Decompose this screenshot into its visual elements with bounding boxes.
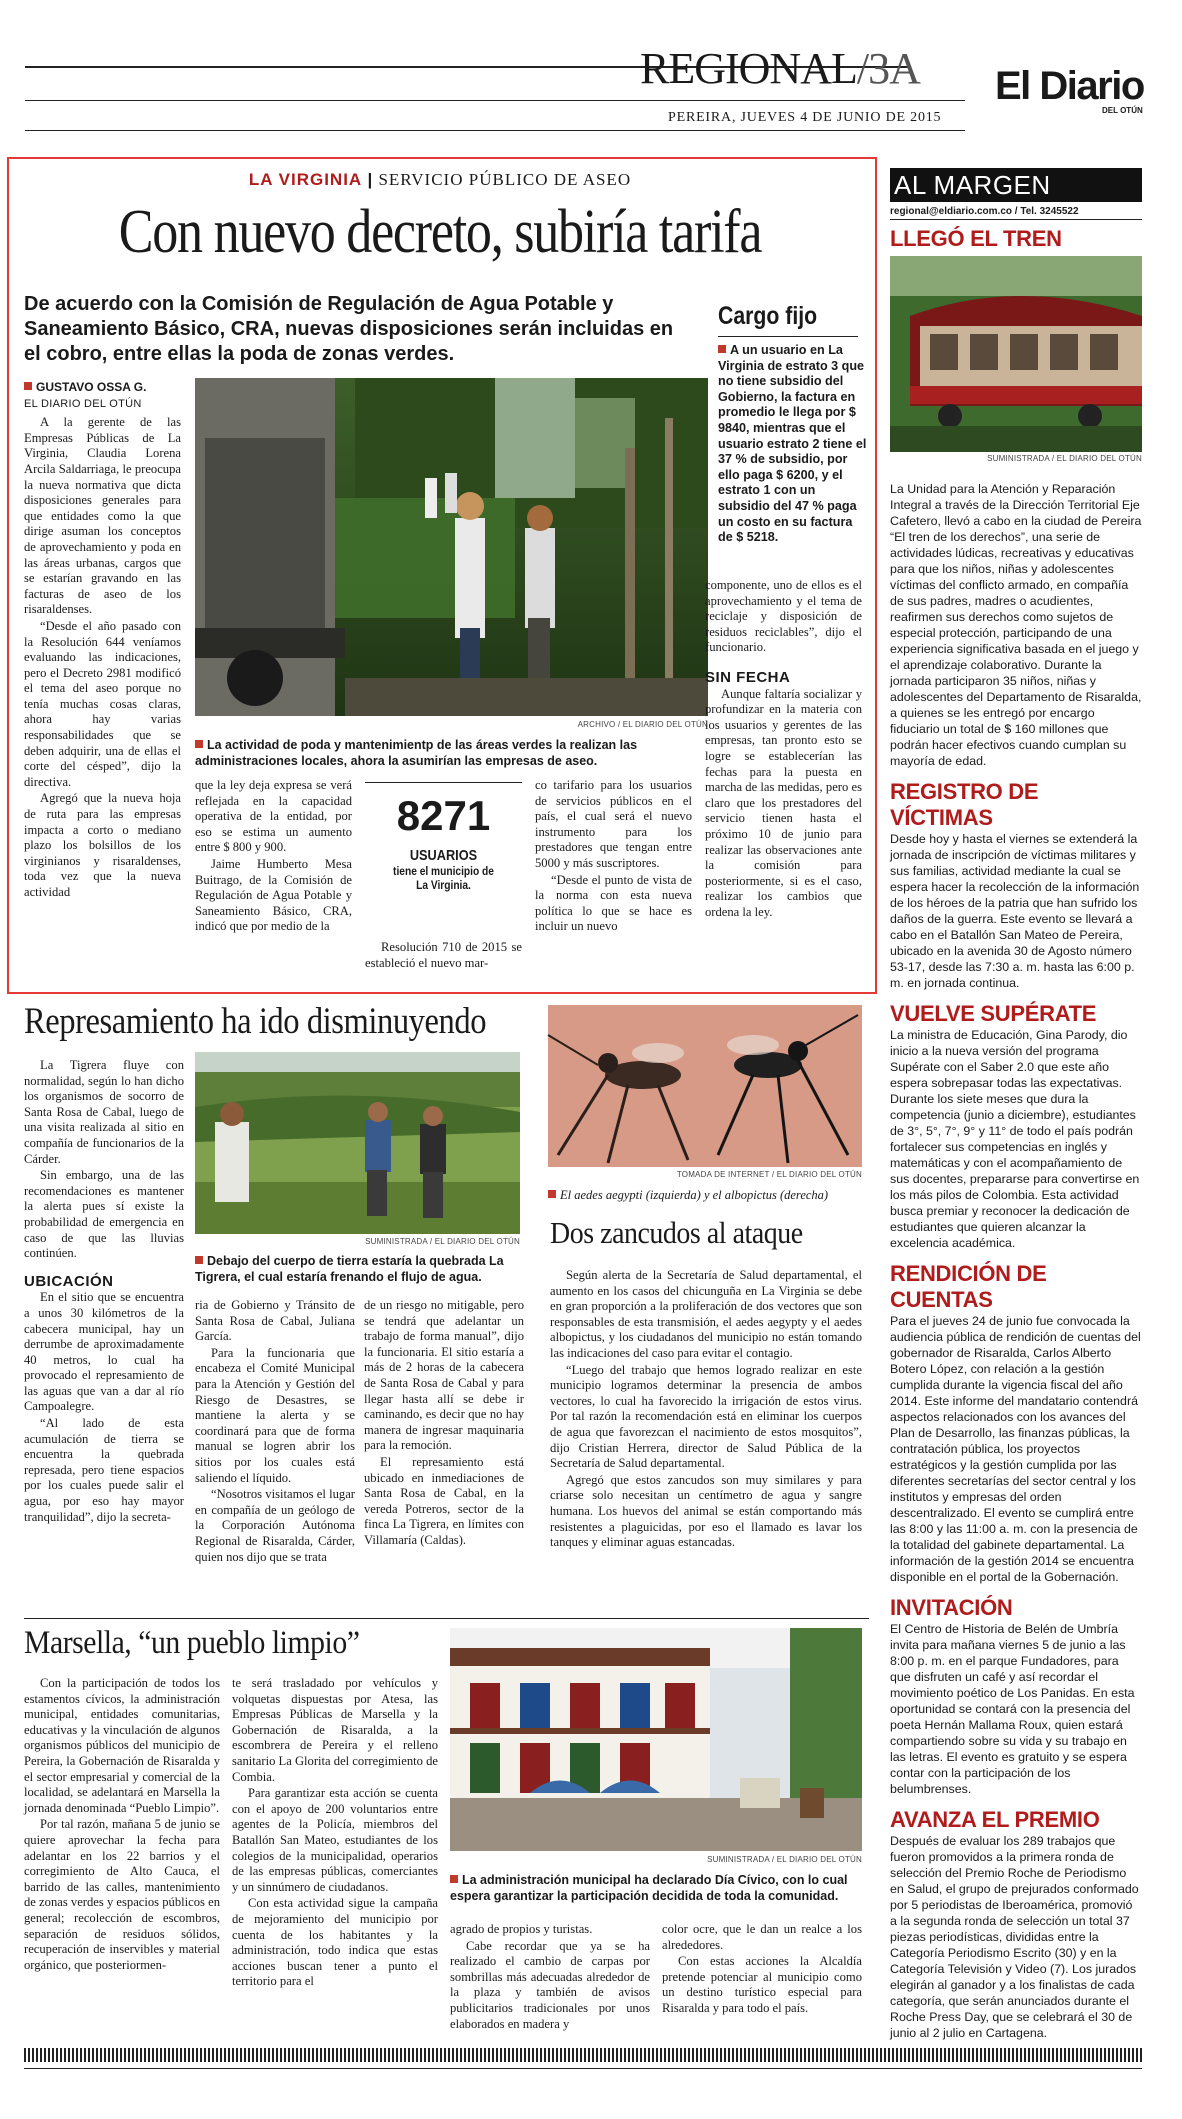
bottom-hatch-bar [24, 2048, 1142, 2062]
sidebar-item-text: Para el jueves 24 de junio fue convocada la audiencia pública de rendición de cuentas del gobernador de Risaralda, Carlos Alberto Botero López, con relación a la gestión cumplida durante la vigencia fiscal del año 2014. Este informe del mandatario contendrá aspectos relacionados con los avances del Plan de Desarrollo, las finanzas públicas, la contratación pública, los proyectos estratégicos y la gestión cumplida por las diferentes secretarías del sector central y los institutos y empresas del orden descentralizado. El evento se cumplirá entre las 8:00 y las 11:00 a. m. con la presencia de la totalidad del gabinete departamental. La información de la gestión 2014 se encuentra disponible en el portal de la Gobernación. [890, 1314, 1141, 1584]
kicker-place: LA VIRGINIA [248, 170, 363, 189]
story2-col-2 [195, 1298, 355, 1618]
story2-headline: Represamiento ha ido disminuyendo [24, 1001, 487, 1042]
lead-paragraph: “Desde el año pasado con la Resolución 644 veníamos evaluando las indicaciones, pero el Decreto 2981 modificó el tema del aseo porque no tenía muchas cosas claras, ahora hay varias responsabilidades que se deben adquirir, una de ellas el corte del césped”, dijo la directiva. [24, 618, 181, 789]
story-paragraph: “Al lado de esta acumulación de tierra se encuentra la quebrada represada, pero tiene espacios por los cuales puede salir el agua, por eso hay mayor tranquilidad”, dijo la secreta- [24, 1416, 184, 1524]
mosquito-photo [548, 1005, 862, 1167]
landslide-photo [195, 1052, 520, 1234]
story-paragraph: te será trasladado por vehículos y volquetas dispuestas por Atesa, las Empresas Públicas de Marsella y la Gobernación de Risaralda, a la escombrera de Pereira y el relleno sanitario La Glorita del corregimiento de Combia. [232, 1676, 438, 1784]
lead-deck: De acuerdo con la Comisión de Regulación de Agua Potable y Saneamiento Básico, CRA, nuevas disposiciones serán incluidas en el cobro, entre ellas la poda de zonas verdes. [24, 293, 674, 365]
story-paragraph: Con estas acciones la Alcaldía pretende potenciar al municipio como un destino turístico especial para Risaralda y para todo el país. [662, 1954, 862, 2015]
lead-photo-caption: La actividad de poda y mantenimientp de las áreas verdes la realizan las administraciones locales, ahora la asumirían las empresas de aseo. [195, 738, 638, 768]
box-title: Cargo fijo [718, 302, 818, 330]
sidebar-item-text: La ministra de Educación, Gina Parody, dio inicio a la nueva versión del programa Supérate con el Saber 2.0 que este año espera sobrepasar todas las expectativas. Durante los siete meses que dura la competencia (junio a diciembre), estudiantes de 3°, 5°, 7°, 9° y 11° de todo el país podrán fortalecer sus competencias en inglés y matemáticas y con el acompañamiento de sus docentes, prepararse para convertirse en los más pilos de Colombia. Esta actividad busca premiar y reconocer la dedicación de estudiantes que quieren alcanzar la excelencia académica. [890, 1028, 1140, 1250]
lead-paragraph: A la gerente de las Empresas Públicas de La Virginia, Claudia Lorena Arcila Saldarriaga, le preocupa la nueva normativa que dicta disposiciones generales para que entidades como la que dirige asuman los conceptos de aprovechamiento y poda en las áreas urbanas, cargos que se estarían gravando en las facturas de aseo de los risaraldenses. [24, 415, 181, 617]
story-paragraph: Con esta actividad sigue la campaña de mejoramiento del municipio por cuenta de los habitantes y la administración, todo indica que estas acciones buscan tener a punto el territorio para el [232, 1896, 438, 1989]
kicker-topic: SERVICIO PÚBLICO DE ASEO [378, 170, 632, 189]
sidebar-contact: regional@eldiario.com.co / Tel. 3245522 [890, 206, 1142, 220]
story-paragraph: agrado de propios y turistas. [450, 1922, 593, 1936]
sidebar-item-text: Desde hoy y hasta el viernes se extenderá la jornada de inscripción de víctimas militares y sus familias, actividad mediante la cual se espera hacer la recolección de la información de los héroes de la patria que han sufrido los daños de la guerra. Este evento se llevará a cabo en el Batallón San Mateo de Pereira, ubicado en la avenida 30 de Agosto número 53-17, desde las 7:30 a. m. hasta las 6:00 p. m. en jornada continua. [890, 832, 1140, 990]
story-paragraph: color ocre, que le dan un realce a los alrededores. [662, 1922, 862, 1952]
lead-col-1 [24, 380, 181, 990]
story-paragraph: Por tal razón, mañana 5 de junio se quiere aprovechar la fecha para adelantar en los 22 barrios y el corregimiento de Alto Cauca, el barrido de las calles, mantenimiento de zonas verdes y espacios públicos en general; recolección de escombros, separación de residuos sólidos, recuperación de inservibles y material orgánico, que posteriormen- [24, 1817, 220, 1972]
train-photo [890, 256, 1142, 452]
sidebar-item-head: RENDICIÓN DE CUENTAS [890, 1261, 1047, 1312]
lead-photo [195, 378, 708, 716]
lead-paragraph: Jaime Humberto Mesa Buitrago, de la Comisión de Regulación de Agua Potable y Saneamiento Básico, CRA, indicó que por medio de la [195, 856, 352, 934]
story-paragraph: Para la funcionaria que encabeza el Comité Municipal para la Atención y Gestión del Riesgo de Desastres, se mantiene la alerta y se coordinará para que de forma manual se logren abrir los sitios por los cuales está saliendo el líquido. [195, 1345, 355, 1485]
lead-col-3: Resolución 710 de 2015 se estableció el nuevo mar- [365, 940, 522, 970]
cargo-fijo-box [718, 300, 868, 568]
dateline: PEREIRA, JUEVES 4 DE JUNIO DE 2015 [668, 110, 942, 125]
story-paragraph: Con la participación de todos los estamentos cívicos, la administración municipal, entidades comunitarias, educativas y la vinculación de algunos organismos públicos del municipio de Pereira, la Gobernación de Risaralda y el sector empresarial y comercial de la localidad, se adelantará en Marsella la jornada denominada “Pueblo Limpio”. [24, 1676, 220, 1815]
section-title [640, 44, 920, 94]
stat-detail: tiene el municipio de La Virginia. [393, 864, 494, 892]
story2-photo [195, 1052, 520, 1234]
bottom-rule [24, 2068, 1142, 2069]
story3-body [550, 1268, 862, 1624]
sidebar-title: AL MARGEN [890, 168, 1142, 202]
story-paragraph: El represamiento está ubicado en inmediaciones de Santa Rosa de Cabal, en la vereda Potreros, sector de la finca La Tigrera, en límites con Villamaría (Caldas). [364, 1454, 524, 1547]
brand-sub: DEL OTÚN [1102, 106, 1143, 115]
lead-outlet: EL DIARIO DEL OTÚN [24, 397, 142, 410]
sidebar-item-head: AVANZA EL PREMIO [890, 1807, 1100, 1832]
story-paragraph: Para garantizar esta acción se cuenta con el apoyo de 200 voluntarios entre agentes de la Policía, miembros del Batallón San Mateo, estudiantes de los colegios de la municipalidad, operarios de las empresas públicas, comerciantes y un sinnúmero de ciudadanos. [232, 1786, 438, 1894]
story2-photo-credit: SUMINISTRADA / EL DIARIO DEL OTÚN [365, 1237, 520, 1246]
section-name: REGIONAL [640, 44, 857, 93]
train-photo-credit: SUMINISTRADA / EL DIARIO DEL OTÚN [987, 454, 1142, 463]
train-photo-image [890, 256, 1142, 452]
story4-rule [24, 1618, 869, 1619]
story-paragraph: “Luego del trabajo que hemos logrado realizar en este municipio logramos determinar la presencia de ambos vectores, lo cual ha favorecido la irrigación de estos virus. Por tal razón la recomendación está en eliminar los cuerpos de agua que favorezcan el nacimiento de estos mosquitos”, dijo Cristian Herrera, director de Salud Pública de la Secretaría de Salud departamental. [550, 1362, 862, 1471]
story-paragraph: ria de Gobierno y Tránsito de Santa Rosa de Cabal, Juliana García. [195, 1298, 355, 1344]
story-paragraph: En el sitio que se encuentra a unos 30 kilómetros de la cabecera municipal, hay un derrumbe de aproximadamente 40 metros, lo cual ha provocado el represamiento de las aguas que van a dar al río Campoalegre. [24, 1290, 184, 1414]
brand-logo: El Diario [995, 64, 1144, 108]
mosquito-photo-credit: TOMADA DE INTERNET / EL DIARIO DEL OTÚN [676, 1170, 862, 1179]
sub-head-sin-fecha: SIN FECHA [705, 668, 791, 686]
story-paragraph: de un riesgo no mitigable, pero se tendrá que adelantar un trabajo de forma manual”, dijo la funcionaria. El sitio estaría a más de 2 horas de la cabecera de Santa Rosa de Cabal y para llegar hasta allí se debe ir caminando, es decir que no hay manera de ingresar maquinaria para la remoción. [364, 1298, 524, 1453]
lead-paragraph: que la ley deja expresa se verá reflejada en la capacidad operativa de la entidad, por eso se estima un aumento entre $ 800 y 900. [195, 778, 352, 855]
story-paragraph: Cabe recordar que ya se ha realizado el cambio de carpas por sombrillas más adecuadas alrededor de la plaza y también de avisos publicitarios tradicionales por unos elaborados en madera y [450, 1938, 650, 2031]
sidebar-item-text: El Centro de Historia de Belén de Umbría invita para mañana viernes 5 de junio a las 8:00 p. m. en el parque Fundadores, para que disfruten un café y así recordar el movimiento poético de Los Panidas. En esta oportunidad se contará con la presencia del poeta Hernán Mallama Roux, quien estará compartiendo sobre su vida y su trabajo en las letras. El evento es gratuito y se espera contar con la participación de los belumbrenses. [890, 1622, 1135, 1796]
story-paragraph: “Nosotros visitamos el lugar en compañía de un geólogo de la Corporación Autónoma Regional de Risaralda, Cárder, quien nos dijo que se trata [195, 1487, 355, 1564]
stat-label: USUARIOS [409, 847, 478, 864]
story2-col-3 [364, 1298, 524, 1618]
sidebar [890, 168, 1142, 2040]
lead-col-4 [535, 778, 692, 978]
page-number: /3A [856, 44, 920, 93]
dateline-rule [25, 130, 965, 131]
lead-col-2 [195, 778, 352, 978]
story4-col-4 [662, 1922, 862, 2015]
lead-author: GUSTAVO OSSA G. [36, 380, 147, 394]
story4-col-2 [232, 1676, 438, 1989]
sidebar-item-text: Después de evaluar los 289 trabajos que fueron promovidos a la primera ronda de selección del Premio Roche de Periodismo en Salud, el grupo de prejurados conformado por 5 periodistas de Iberoamérica, promovió a la segunda ronda de selección un total 37 piezas periodísticas, divididas entre la Categoría Periodismo Escrito (30) y en la Categoría Televisión y Video (7). Los jurados elegirán al ganador y a los finalistas de cada categoría, que serán anunciados durante el Roche Press Day, que se celebrará el 30 de junio al 2 julio en Cartagena. [890, 1834, 1139, 2040]
story-paragraph: Agregó que estos zancudos son muy similares y para criarse solo necesitan un centímetro de agua y sangre humana. Los huevos del animal se están comportando más resistentes a plaguicidas, por eso el llamado es lavar los tanques y eliminar aguas estancadas. [550, 1472, 862, 1550]
stat-number: 8271 [396, 792, 491, 839]
story-paragraph: Sin embargo, una de las recomendaciones es mantener la alerta pues sí existe la probabilidad de emergencia en caso de que las lluvias continúen. [24, 1168, 184, 1261]
story-paragraph: La Tigrera fluye con normalidad, según lo han dicho los organismos de socorro de Santa Rosa de Cabal, luego de una visita realizada al sitio en compañía de funcionarios de la Cárder. [24, 1058, 184, 1166]
marsella-photo [450, 1628, 862, 1851]
story4-col-3 [450, 1922, 650, 2031]
story4-headline: Marsella, “un pueblo limpio” [24, 1625, 360, 1661]
story-paragraph: Según alerta de la Secretaría de Salud departamental, el aumento en los casos del chicunguña en La Virginia se debe en gran proporción a la proliferación de dos vectores que son responsables de esta transmisión, el aedes aegypty y el aedes albopictus, y los ciudadanos del municipio no están tomando las indicaciones del caso para evitar el contagio. [550, 1268, 862, 1360]
marsella-photo-caption: La administración municipal ha declarado Día Cívico, con lo cual espera garantizar la participación decidida de toda la comunidad. [450, 1873, 848, 1903]
stat-box [365, 782, 522, 927]
story2-photo-caption: Debajo del cuerpo de tierra estaría la quebrada La Tigrera, el cual estaría frenando el flujo de agua. [195, 1254, 504, 1284]
sub-head-ubicacion: UBICACIÓN [24, 1272, 114, 1290]
story4-col-1 [24, 1676, 220, 1978]
town-street-photo [450, 1628, 862, 1851]
lead-headline: Con nuevo decreto, subiría tarifa [118, 198, 762, 266]
lead-paragraph: Aunque faltaría socializar y profundizar en la materia con los usuarios y gerentes de las empresas, tan pronto esto se logre se establecerían las fechas para la puesta en marcha de las medidas, pero es claro que los prestadores del servicio tienen hasta el próximo 10 de junio para realizar las observaciones ante la comisión para posteriormente, si es el caso, realizar los cambios que ordena la ley. [705, 686, 862, 919]
lead-col-5 [705, 578, 862, 980]
sidebar-item-text: La Unidad para la Atención y Reparación Integral a través de la Dirección Territorial Eje Cafetero, llevó a cabo en la ciudad de Pereira “El tren de los derechos”, una serie de actividades lúdicas, recreativas y educativas para que los niños, niñas y adolescentes víctimas del conflicto armado, en compañía de sus padres, madres o acudientes, reafirmen sus derechos como sujetos de especial protección, participando de una experiencia significativa basada en el juego y el aprendizaje colaborativo. Durante la jornada participaron 35 niños, niñas y adolescentes del Departamento de Risaralda, a quienes se les entregó por encargo fiduciario un total de $ 160 millones que podrán hacer efectivos cuando cumplan su mayoría de edad. [890, 482, 1142, 768]
story2-col-1 [24, 1058, 184, 1618]
lead-paragraph: “Desde el punto de vista de la norma con esta nueva política lo que se hace es incluir un nuevo [535, 872, 692, 934]
marsella-photo-credit: SUMINISTRADA / EL DIARIO DEL OTÚN [707, 1855, 862, 1864]
tree-pruning-photo [195, 378, 708, 716]
masthead-rule [25, 100, 965, 101]
sidebar-item-head: INVITACIÓN [890, 1595, 1013, 1620]
mosquito-photo-caption: El aedes aegypti (izquierda) y el albopictus (derecha) [548, 1187, 862, 1203]
box-text: A un usuario en La Virginia de estrato 3 que no tiene subsidio del Gobierno, la factura en promedio le llega por $ 9840, mientras que el usuario estrato 2 tiene el 37 % de subsidio, por ello paga $ 6200, y el estrato 1 con un subsidio del 47 % paga un costo en su factura de $ 5218. [718, 343, 867, 545]
sidebar-item-head: VUELVE SUPÉRATE [890, 1001, 1097, 1026]
lead-photo-credit: ARCHIVO / EL DIARIO DEL OTÚN [577, 720, 708, 729]
sidebar-item-head: REGISTRO DE VÍCTIMAS [890, 779, 1039, 830]
lead-paragraph: co tarifario para los usuarios de servicios públicos en el país, el cual será el nuevo instrumento para los prestadores que tengan entre 5000 y más suscriptores. [535, 778, 692, 870]
mosquitoes-image [548, 1005, 862, 1167]
story3-headline: Dos zancudos al ataque [550, 1215, 803, 1250]
lead-kicker: LA VIRGINIA | SERVICIO PÚBLICO DE ASEO [248, 170, 632, 189]
lead-paragraph: componente, uno de ellos es el aprovechamiento y el tema de reciclaje y disposición de residuos reciclables”, dijo el funcionario. [705, 578, 862, 655]
sidebar-item-head: LLEGÓ EL TREN [890, 226, 1062, 251]
lead-paragraph: Agregó que la nueva hoja de ruta para las empresas impacta a corto o mediano plazo los bolsillos de los virginianos y risaraldenses, toda vez que la nueva actividad [24, 791, 181, 899]
